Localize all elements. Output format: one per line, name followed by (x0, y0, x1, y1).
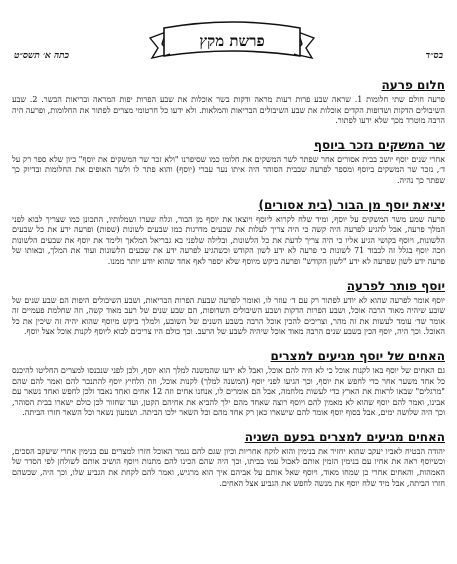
section-release-from-pit (12, 198, 445, 268)
page-title: פרשת מקץ (199, 32, 265, 50)
section-paragraph: פרעה חולם שתי חלומות 1. שראה שבע פרות רעות מראה ודקות בשר אוכלות את שבע הפרות יפות המראה ובריאות הבשר. 2. שבע השיבולים הדקות ושדופות הקדים אוכלות את שבע השיבולים הבריאות והמלאות. ולא ידעו כל חרטומי מצרים לפתור את החלומות, ופרעה היה הרבה מוטרד מכך שלא ידעו לפתור. (12, 95, 445, 126)
section-paragraph: גם האחים של יוסף באו לקנות אוכל כי לא היה להם אוכל, ואבל לא ידעו שהמשנה למלך הוא יוסף, ולכן לפני שנכנסו למצרים החליטו להיכנס כל אחד משער אחר כדי לחפש את יוסף, וכך הגיעו לפני יוסף (המשנה למלך) לקנות אוכל, וזה הלחיץ יוסף להתנכר להם ואמר להם שהם "מרגלים" שבאו לראות את הארץ כדי לעשות מלחמה, אבל הם אומרים לו, אנחנו אחים וזה 12 אחים ואחד נאבד ולכן לחפש ואחד נשאר עם אבינו, ואמר להם יוסף שהוא לא מאמין להם ויוסף רוצה שאחד מהם ילך להביא את אחיהם הקטן, ועד שחזור לכן כולם ישארו בבית הסוהר, וכך היה שלושה ימים, אבל בסוף יוסף אומר להם שישארו כאן רק אחד מהם וכל השאר ילכו הביתה. ושמעון נשאר וכל השאר חזרו הביתה. (12, 365, 445, 418)
section-pharaoh-dream (12, 78, 445, 127)
section-joseph-interprets (12, 279, 445, 338)
section-heading: יוסף פותר לפרעה (346, 278, 445, 293)
section-paragraph: יוסף אומר לפרעה שהוא לא יודע לפתור רק עם ד׳ עוזר לו, ואומר לפרעה שבעת הפרות הבריאות, ושבע השיבולים היפות הם שבע שנים של שובע שיהיה מאוד הרבה אוכל, ושבע הפרות הדקות ושבע השיבולים השדופות, הם שבע שנים של רעב מאוד קשה, וזה שחלמת פעמיים זה אומר שד׳ עומד לעשות את זה מהר, וצריכים להכין אוכל הרבה בשבע השנים של השובע, ולמלך ביקש מיוסף שהוא יהיה זה שיכין את כל האוכל. וכך היה, יוסף הכין בשבע שנים הרבה מאוד אוכל שיהיה לשבע של הרעב. וכך כולם היו צריכים לבוא ליוסף לקנות אוכל אצל יוסף. (12, 295, 445, 337)
section-heading: האחים של יוסף מגיעים למצרים (270, 348, 445, 363)
section-paragraph: אחרי שנים יוסף יושב בבית אסורים אחר שפתר לשר המשקים את חלומו כמו שסיפרנו "ולא זכר שר המשקים את יוסף" כיון שלא ספר רק על ד׳, נזכר שר המשקים ביוסף ומספר לפרעה שבבית הסוהר היה איתו נער עברי (יוסף) והוא פתר לו ולשר האופים את החלומות ובדיוק כך שפתר כך נהיה. (12, 154, 445, 185)
section-heading: חלום פרעה (381, 78, 445, 92)
section-paragraph: יהודה הבטיח לאביו יעקב שהוא יחזיר את בנימין והוא לוקח אחריות וכיון שגם להם נגמר האוכל חזרו למצרים עם בנימין אחרי שיעקב הסכים, וכשיוסף ראה את אחיו עם בנימין הזמין אותם לאכול עמו בביתו, וכך היה שהם הכינו להם מתנות ויוסף הושיב אותם לשולחן לפי הסדר של האמהות, והאחים אחרי כן שמחו מאוד, ויוסף שאל אותם על אביהם איך הוא מרגיש, ואמר להם לקחת את הגביע שלו, וכך היה, שכשהם חזרו הביתה, אבל מיד שלח יוסף את מנשה לחפש את הגביע אצל האחים. (12, 446, 445, 488)
section-heading: שר המשקים נזכר ביוסף (313, 137, 445, 152)
section-brothers-second-visit (12, 430, 445, 489)
header-left-label: כתה א׳ תשס״ט (14, 51, 70, 61)
title-banner (148, 18, 316, 72)
section-paragraph: פרעה שמע משר המשקים על יוסף, ומיד שלח לקרוא ליוסף ויוצאו את יוסף מן הבור, וגלח שערו ושמלותיו, התכונן כמו שצריך לבוא לפני המלך פרעה, אבל להגיע לפרעה היה קשה כי היה צריך לעלות את שבעים מדרגות כמו שבעים לשונות (שפות) ופרעה ידע את כל שבעים הלשונות, ויוסף בקושי הגיע אליו כי היה צריך לדעת את כל הלשונות, ובלילה שלפני בא גבריאל המלאך ולימד את יוסף את שבעים הלשונות וזכה יוסף בגלל זה לכבוד 71 לשונות כי פרעה לא ידע לשון הקודש וכשהגיע לפרעה ידע את שבעים הלשונות ועוד את המלך, ובאותו של פרעה ידע לשון שפרעה לא ידע "לשון הקודש" ופרעה ביקש מיוסף שלא יספר לאף אחד שהוא יודע יותר ממנו. (12, 214, 446, 266)
section-heading: האחים מגיעים למצרים בפעם השניה (244, 429, 445, 444)
header-right-label: בס״ד (425, 51, 443, 61)
document-body (12, 78, 445, 500)
section-brothers-arrive (12, 349, 445, 419)
section-heading: יציאת יוסף מן הבור (בית אסורים) (258, 197, 445, 212)
section-cupbearer-remembers (12, 138, 445, 187)
